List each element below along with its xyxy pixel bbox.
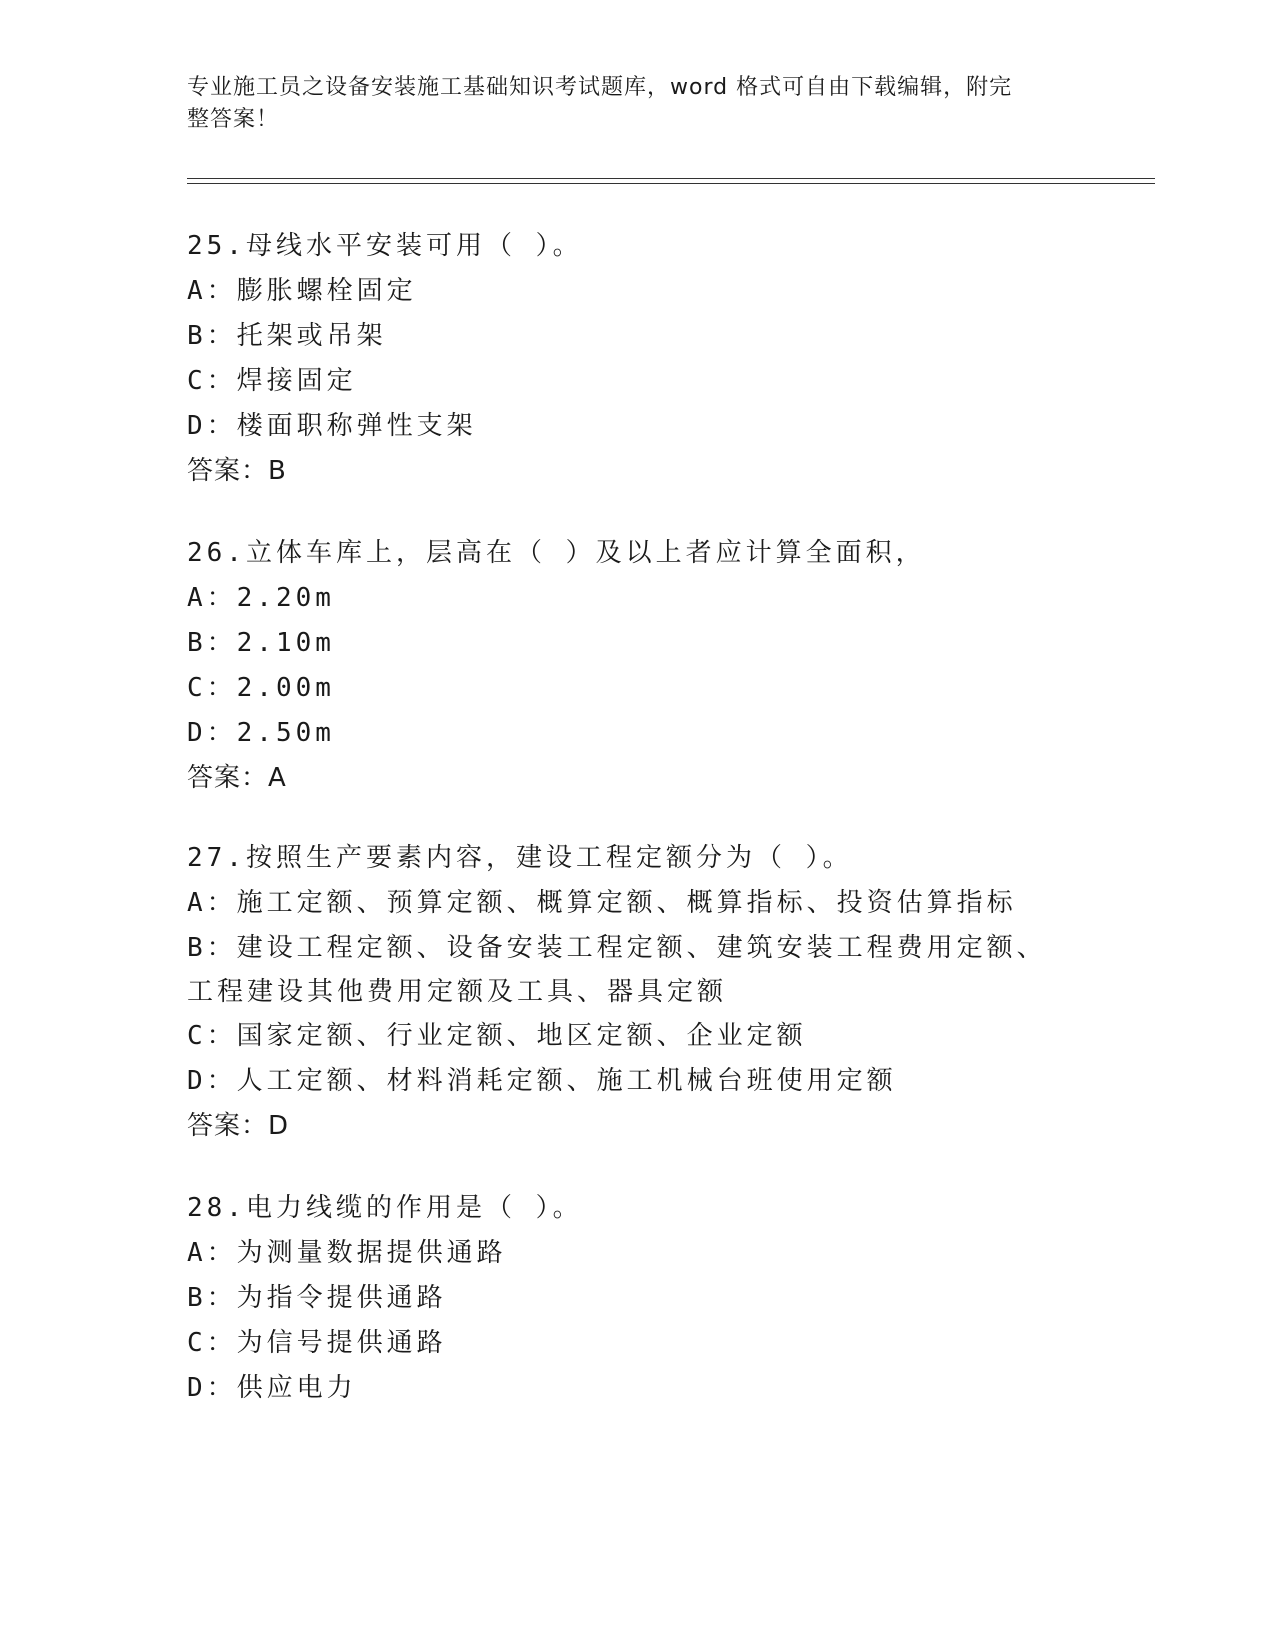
option-a: A：为测量数据提供通路: [187, 1238, 507, 1268]
header-divider-top: [187, 178, 1155, 179]
option-a: A：2.20m: [187, 583, 335, 613]
option-b: B：为指令提供通路: [187, 1283, 447, 1313]
question-28: [187, 1186, 1087, 1411]
question-27: [187, 836, 1087, 1149]
option-d: D：楼面职称弹性支架: [187, 411, 477, 441]
option-a: A：施工定额、预算定额、概算定额、概算指标、投资估算指标: [187, 888, 1017, 918]
answer-label: 答案：D: [187, 1111, 290, 1141]
question-stem: 25.母线水平安装可用（ ）。: [187, 231, 583, 261]
option-d: D：供应电力: [187, 1373, 357, 1403]
option-a: A：膨胀螺栓固定: [187, 276, 417, 306]
question-stem: 28.电力线缆的作用是（ ）。: [187, 1193, 583, 1223]
header-divider-bottom: [187, 183, 1155, 184]
answer-label: 答案：A: [187, 763, 287, 793]
option-c: C：国家定额、行业定额、地区定额、企业定额: [187, 1021, 807, 1051]
document-header: [187, 72, 1087, 136]
question-stem: 27.按照生产要素内容，建设工程定额分为（ ）。: [187, 843, 853, 873]
header-line-1: 专业施工员之设备安装施工基础知识考试题库，word 格式可自由下载编辑，附完: [187, 75, 1013, 100]
option-b: B：建设工程定额、设备安装工程定额、建筑安装工程费用定额、工程建设其他费用定额及工具、器具定额: [187, 933, 1047, 1007]
question-26: [187, 531, 1087, 801]
option-c: C：为信号提供通路: [187, 1328, 447, 1358]
option-c: C：焊接固定: [187, 366, 357, 396]
question-stem: 26.立体车库上，层高在（ ）及以上者应计算全面积，: [187, 538, 926, 568]
answer-label: 答案：B: [187, 456, 287, 486]
header-line-2: 整答案！: [187, 107, 280, 132]
option-b: B：2.10m: [187, 628, 335, 658]
option-c: C：2.00m: [187, 673, 335, 703]
option-b: B：托架或吊架: [187, 321, 387, 351]
question-25: [187, 224, 1087, 494]
option-d: D：2.50m: [187, 718, 335, 748]
option-d: D：人工定额、材料消耗定额、施工机械台班使用定额: [187, 1066, 897, 1096]
